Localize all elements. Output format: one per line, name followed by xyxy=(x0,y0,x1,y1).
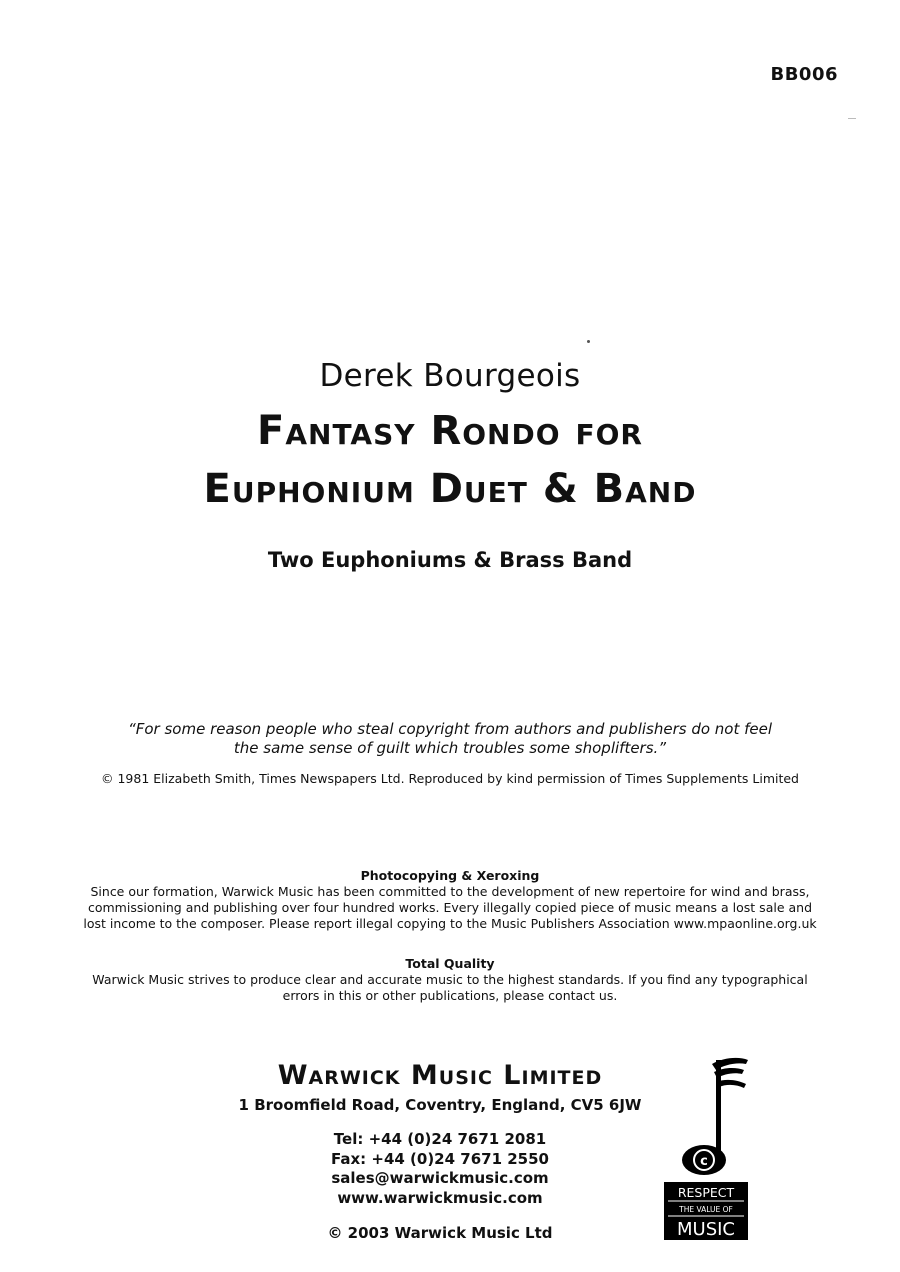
composer-name: Derek Bourgeois xyxy=(319,358,581,394)
logo-line-1: RESPECT xyxy=(677,1185,735,1200)
logo-line-2: THE VALUE OF xyxy=(679,1205,733,1214)
logo-line-3: MUSIC xyxy=(676,1219,736,1240)
publisher-address: 1 Broomfield Road, Coventry, England, CV5 6JW xyxy=(238,1096,642,1114)
publisher-email: sales@warwickmusic.com xyxy=(331,1169,549,1187)
publisher-copyright: © 2003 Warwick Music Ltd xyxy=(327,1224,553,1242)
instrumentation: Two Euphoniums & Brass Band xyxy=(267,548,633,572)
copyright-quote xyxy=(0,720,900,758)
photocopying-notice xyxy=(60,868,840,932)
quote-credit: © 1981 Elizabeth Smith, Times Newspapers Ltd. Reproduced by kind permission of Times Supplements Limited xyxy=(101,771,799,786)
svg-text:c: c xyxy=(700,1154,708,1169)
quality-heading: Total Quality xyxy=(405,956,495,971)
quote-line-1: “For some reason people who steal copyright from authors and publishers do not feel xyxy=(127,720,773,738)
scan-speck xyxy=(587,340,590,343)
title-line-1: Fantasy Rondo for xyxy=(257,408,643,454)
publisher-name: Warwick Music Limited xyxy=(277,1060,603,1091)
quote-line-2: the same sense of guilt which troubles some shoplifters.” xyxy=(233,739,667,757)
quality-line-1: Warwick Music strives to produce clear and accurate music to the highest standards. If you find any typographical xyxy=(92,972,808,987)
publisher-tel: Tel: +44 (0)24 7671 2081 xyxy=(333,1130,547,1148)
title-line-2: Euphonium Duet & Band xyxy=(203,466,697,512)
photocopying-line-3: lost income to the composer. Please report illegal copying to the Music Publishers Association www.mpaonline.org.uk xyxy=(83,916,817,931)
publisher-web: www.warwickmusic.com xyxy=(337,1188,543,1207)
photocopying-line-2: commissioning and publishing over four hundred works. Every illegally copied piece of music means a lost sale and xyxy=(87,900,813,915)
scan-mark xyxy=(848,118,856,119)
catalogue-code: BB006 xyxy=(770,64,838,85)
publisher-contact xyxy=(200,1130,680,1208)
respect-the-value-of-music-logo xyxy=(664,1052,748,1240)
photocopying-heading: Photocopying & Xeroxing xyxy=(360,868,540,883)
quality-notice xyxy=(60,956,840,1004)
publisher-fax: Fax: +44 (0)24 7671 2550 xyxy=(330,1149,549,1168)
photocopying-line-1: Since our formation, Warwick Music has been committed to the development of new repertoire for wind and brass, xyxy=(90,884,810,899)
quality-line-2: errors in this or other publications, please contact us. xyxy=(282,988,618,1003)
